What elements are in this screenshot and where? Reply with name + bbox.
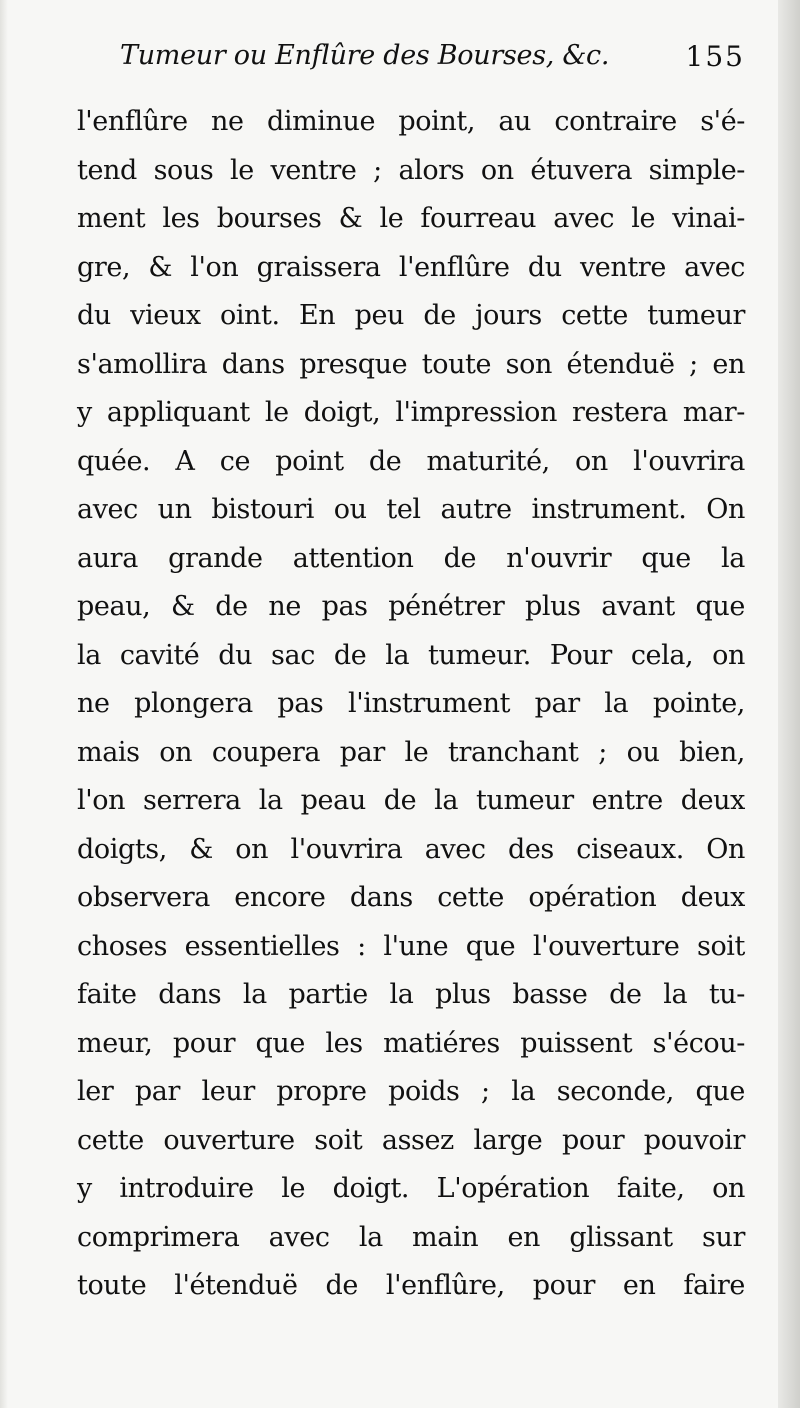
text-line: l'on serrera la peau de la tumeur entre deux xyxy=(77,785,745,816)
page-number: 155 xyxy=(685,40,745,73)
text-line: mais on coupera par le tranchant ; ou bien, xyxy=(77,736,745,768)
text-line: ne plongera pas l'instrument par la pointe, xyxy=(77,688,745,719)
text-line: gre, & l'on graissera l'enflûre du ventre avec xyxy=(77,251,745,283)
text-line: y appliquant le doigt, l'impression restera mar- xyxy=(77,397,745,428)
text-line: comprimera avec la main en glissant sur xyxy=(77,1221,745,1253)
text-line: ment les bourses & le fourreau avec le vinai- xyxy=(77,203,745,234)
text-line: du vieux oint. En peu de jours cette tumeur xyxy=(77,300,745,331)
text-line: meur, pour que les matiéres puissent s'écou- xyxy=(77,1027,745,1059)
text-line: doigts, & on l'ouvrira avec des ciseaux. On xyxy=(77,833,745,865)
running-head xyxy=(120,40,745,84)
text-line: aura grande attention de n'ouvrir que la xyxy=(77,542,745,574)
page-left-edge xyxy=(0,0,8,1408)
text-line: observera encore dans cette opération deux xyxy=(77,882,745,913)
text-line: ler par leur propre poids ; la seconde, que xyxy=(77,1076,745,1107)
text-line: l'enflûre ne diminue point, au contraire s'é- xyxy=(77,106,745,137)
text-line: peau, & de ne pas pénétrer plus avant que xyxy=(77,591,745,622)
text-line: avec un bistouri ou tel autre instrument. On xyxy=(77,494,745,525)
page-right-edge xyxy=(778,0,800,1408)
running-title: Tumeur ou Enflûre des Bourses, &c. xyxy=(120,40,610,71)
text-line: faite dans la partie la plus basse de la tu- xyxy=(77,979,745,1010)
text-line: toute l'étenduë de l'enflûre, pour en faire xyxy=(77,1270,745,1301)
text-line: choses essentielles : l'une que l'ouverture soit xyxy=(77,930,745,962)
text-line: quée. A ce point de maturité, on l'ouvrira xyxy=(77,445,745,477)
text-line: la cavité du sac de la tumeur. Pour cela, on xyxy=(77,639,745,671)
text-line: s'amollira dans presque toute son étenduë ; en xyxy=(77,348,745,380)
text-line: y introduire le doigt. L'opération faite, on xyxy=(77,1173,745,1204)
text-line: cette ouverture soit assez large pour pouvoir xyxy=(77,1124,745,1156)
text-line: tend sous le ventre ; alors on étuvera simple- xyxy=(77,154,745,186)
body-text xyxy=(77,98,745,1311)
